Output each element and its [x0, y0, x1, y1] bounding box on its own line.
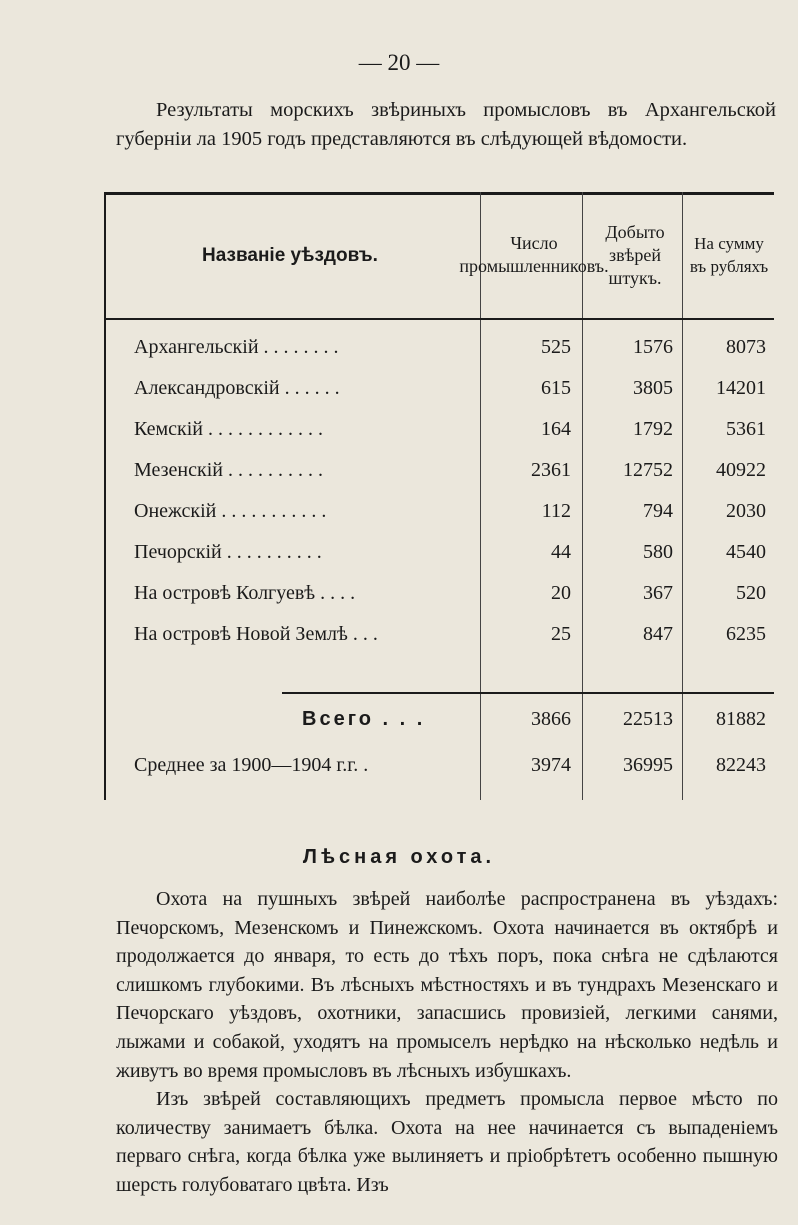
row-sum: 14201 — [716, 377, 766, 399]
header-district-name: Названіе уѣздовъ. — [202, 244, 378, 266]
header-hunter-count: Число промышленниковъ. — [459, 233, 609, 276]
total-pieces: 22513 — [623, 708, 673, 730]
row-pieces: 1792 — [633, 418, 673, 440]
row-pieces: 580 — [643, 541, 673, 563]
table-row — [104, 578, 774, 608]
paragraph: Охота на пушныхъ звѣрей наиболѣе распространена въ уѣздахъ: Печорскомъ, Мезенскомъ и Пинежскомъ. Охота начинается въ октябрѣ и продолжается до января, то есть до тѣхъ поръ, пока снѣга не сдѣлаются слишкомъ глубокими. Въ лѣсныхъ мѣстностяхъ и въ тундрахъ Мезенскаго и Печорскаго уѣздовъ, охотники, запасшись провизіей, легкими санями, лыжами и собакой, уходятъ на промыселъ нерѣдко на нѣсколько недѣль и живутъ во время промысловъ въ лѣсныхъ избушкахъ. — [116, 888, 778, 1082]
table-row — [104, 414, 774, 444]
row-district: Онежскій . . . . . . . . . . . — [134, 500, 327, 522]
row-count: 25 — [551, 623, 571, 645]
hunting-results-table — [104, 192, 774, 800]
row-district: Печорскій . . . . . . . . . . — [134, 541, 322, 563]
header-animals-taken: Добыто звѣрей штукъ. — [605, 221, 665, 288]
row-count: 112 — [541, 500, 571, 522]
table-total-row — [104, 704, 774, 734]
row-district: Александровскій . . . . . . — [134, 377, 340, 399]
row-count: 2361 — [531, 459, 571, 481]
row-sum: 5361 — [726, 418, 766, 440]
page-number: — 20 — — [358, 50, 440, 75]
table-row — [104, 332, 774, 362]
table-row — [104, 619, 774, 649]
average-label: Среднее за 1900—1904 г.г. . — [134, 754, 369, 776]
row-count: 164 — [541, 418, 571, 440]
section-title: Лѣсная охота. — [302, 846, 496, 868]
row-district: На островѣ Колгуевѣ . . . . — [134, 582, 356, 604]
row-district: Мезенскій . . . . . . . . . . — [134, 459, 323, 481]
row-count: 44 — [551, 541, 571, 563]
row-sum: 2030 — [726, 500, 766, 522]
row-count: 20 — [551, 582, 571, 604]
row-pieces: 847 — [643, 623, 673, 645]
table-row — [104, 537, 774, 567]
table-average-row — [104, 750, 774, 780]
row-sum: 4540 — [726, 541, 766, 563]
average-count: 3974 — [531, 754, 571, 776]
row-sum: 6235 — [726, 623, 766, 645]
table-row — [104, 373, 774, 403]
total-sum: 81882 — [716, 708, 766, 730]
row-pieces: 3805 — [633, 377, 673, 399]
table-row — [104, 455, 774, 485]
row-pieces: 12752 — [623, 459, 673, 481]
row-district: Архангельскій . . . . . . . . — [134, 336, 339, 358]
row-pieces: 794 — [643, 500, 673, 522]
table-row — [104, 496, 774, 526]
paragraph: Изъ звѣрей составляющихъ предметъ промысла первое мѣсто по количеству занимаетъ бѣлка. Охота на нее начинается съ выпаденіемъ перваго снѣга, когда бѣлка уже вылиняетъ и пріобрѣтетъ особенно пышную шерсть голубоватаго цвѣта. Изъ — [116, 1088, 778, 1196]
row-district: Кемскій . . . . . . . . . . . . — [134, 418, 323, 440]
row-count: 615 — [541, 377, 571, 399]
intro-paragraph: Результаты морскихъ звѣриныхъ промысловъ въ Архангельской губерніи ла 1905 годъ представляются въ слѣдующей вѣдомости. — [116, 99, 776, 150]
row-pieces: 367 — [643, 582, 673, 604]
body-text — [116, 885, 778, 1200]
row-sum: 520 — [736, 582, 766, 604]
table-header-rule — [104, 318, 774, 320]
average-sum: 82243 — [716, 754, 766, 776]
row-sum: 40922 — [716, 459, 766, 481]
total-count: 3866 — [531, 708, 571, 730]
header-sum-rubles: На сумму въ рубляхъ — [689, 234, 769, 276]
row-count: 525 — [541, 336, 571, 358]
table-total-rule — [282, 692, 774, 694]
row-district: На островѣ Новой Землѣ . . . — [134, 623, 378, 645]
total-label: Всего . . . — [302, 708, 426, 730]
row-pieces: 1576 — [633, 336, 673, 358]
average-pieces: 36995 — [623, 754, 673, 776]
row-sum: 8073 — [726, 336, 766, 358]
